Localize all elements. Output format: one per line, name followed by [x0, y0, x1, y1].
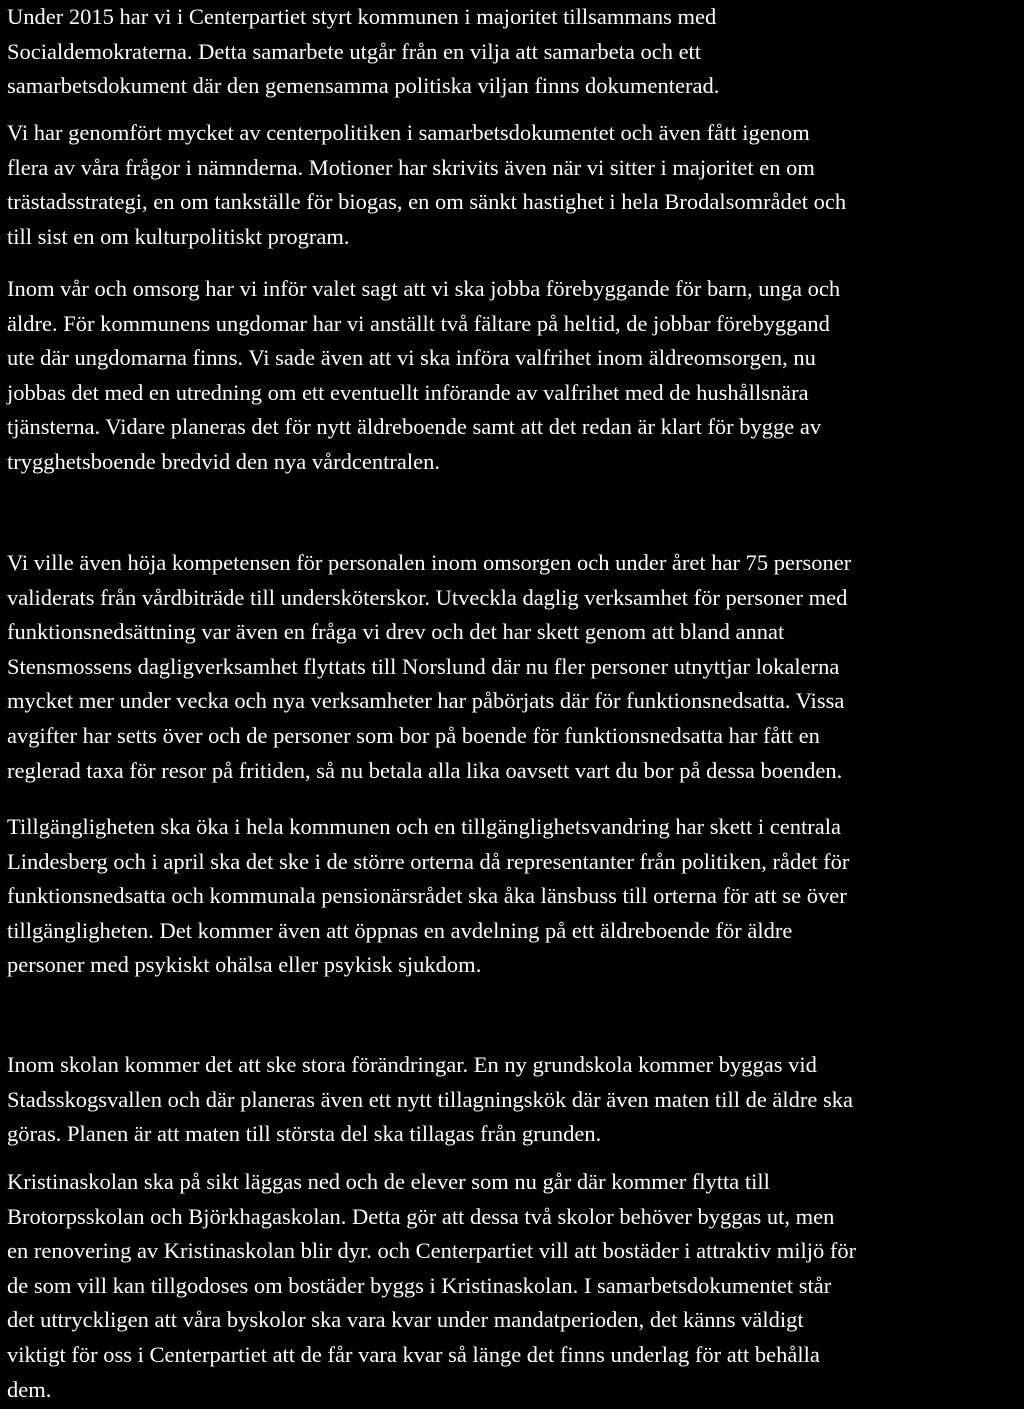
text-line: Inom vår och omsorg har vi inför valet sagt att vi ska jobba förebyggande för barn, unga och [7, 276, 841, 301]
text-line: avgifter har setts över och de personer som bor på boende för funktionsnedsatta har fått en [7, 722, 820, 748]
text-line: Stensmossens dagligverksamhet flyttats till Norslund där nu fler personer utnyttjar lokalerna [7, 653, 840, 679]
text-line: trygghetsboende bredvid den nya vårdcentralen. [7, 448, 440, 474]
text-line: samarbetsdokument där den gemensamma politiska viljan finns dokumenterad. [7, 73, 720, 99]
paragraph-tillganglighet [7, 810, 1021, 983]
text-line: tillgängligheten. Det kommer även att öppnas en avdelning på ett äldreboende för äldre [7, 917, 793, 943]
text-line: funktionsnedsatta och kommunala pensionärsrådet ska åka länsbuss till orterna för att se över [7, 883, 847, 909]
text-line: dem. [7, 1376, 52, 1402]
text-line: jobbas det med en utredning om ett eventuellt införande av valfrihet med de hushållsnära [7, 379, 809, 405]
text-line: en renovering av Kristinaskolan blir dyr. och Centerpartiet vill att bostäder i attraktiv miljö för [7, 1238, 857, 1264]
text-line: Stadsskogsvallen och där planeras även ett nytt tillagningskök där även maten till de äldre ska [7, 1086, 854, 1112]
text-line: äldre. För kommunens ungdomar har vi anställt två fältare på heltid, de jobbar förebyggand [7, 310, 830, 336]
text-line: flera av våra frågor i nämnderna. Motioner har skrivits även när vi sitter i majoritet en om [7, 154, 815, 180]
text-line: Brotorpsskolan och Björkhagaskolan. Detta gör att dessa två skolor behöver byggas ut, men [7, 1203, 835, 1229]
paragraph-vard-omsorg [7, 272, 1021, 480]
text-line: Vi har genomfört mycket av centerpolitiken i samarbetsdokumentet och även fått igenom [7, 120, 810, 145]
text-line: personer med psykiskt ohälsa eller psykisk sjukdom. [7, 952, 482, 978]
text-line: det uttryckligen att våra byskolor ska vara kvar under mandatperioden, det känns väldigt [7, 1307, 804, 1333]
paragraph-skolan [7, 1048, 1021, 1152]
text-line: ute där ungdomarna finns. Vi sade även att vi ska införa valfrihet inom äldreomsorgen, nu [7, 345, 816, 371]
paragraph-kompetens [7, 546, 1021, 788]
text-line: de som vill kan tillgodoses om bostäder byggs i Kristinaskolan. I samarbetsdokumentet står [7, 1272, 832, 1298]
text-line: göras. Planen är att maten till största del ska tillagas från grunden. [7, 1121, 602, 1147]
paragraph-kristinaskolan [7, 1165, 1021, 1407]
text-line: Socialdemokraterna. Detta samarbete utgår från en vilja att samarbeta och ett [7, 38, 702, 64]
paragraph-majority-2015 [7, 0, 1021, 104]
text-line: Kristinaskolan ska på sikt läggas ned och de elever som nu går där kommer flytta till [7, 1169, 770, 1194]
text-line: Inom skolan kommer det att ske stora förändringar. En ny grundskola kommer byggas vid [7, 1052, 817, 1077]
paragraph-centerpolitik [7, 116, 1021, 254]
text-line: funktionsnedsättning var även en fråga vi drev och det har skett genom att bland annat [7, 619, 785, 645]
text-line: tjänsterna. Vidare planeras det för nytt äldreboende samt att det redan är klart för bygge av [7, 414, 822, 440]
text-line: Vi ville även höja kompetensen för personalen inom omsorgen och under året har 75 personer [7, 550, 852, 575]
text-line: mycket mer under vecka och nya verksamheter har påbörjats där för funktionsnedsatta. Vissa [7, 688, 845, 714]
text-line: reglerad taxa för resor på fritiden, så nu betala alla lika oavsett vart du bor på dessa boenden. [7, 757, 843, 783]
text-line: viktigt för oss i Centerpartiet att de får vara kvar så länge det finns underlag för att behålla [7, 1341, 820, 1367]
text-line: Tillgängligheten ska öka i hela kommunen och en tillgänglighetsvandring har skett i centrala [7, 814, 841, 839]
text-line: Lindesberg och i april ska det ske i de större orterna då representanter från politiken, rådet för [7, 848, 850, 874]
text-line: validerats från vårdbiträde till undersköterskor. Utveckla daglig verksamhet för personer med [7, 584, 848, 610]
text-line: trästadsstrategi, en om tankställe för biogas, en om sänkt hastighet i hela Brodalsområdet och [7, 189, 847, 215]
text-line: Under 2015 har vi i Centerpartiet styrt kommunen i majoritet tillsammans med [7, 4, 717, 29]
text-line: till sist en om kulturpolitiskt program. [7, 223, 350, 249]
